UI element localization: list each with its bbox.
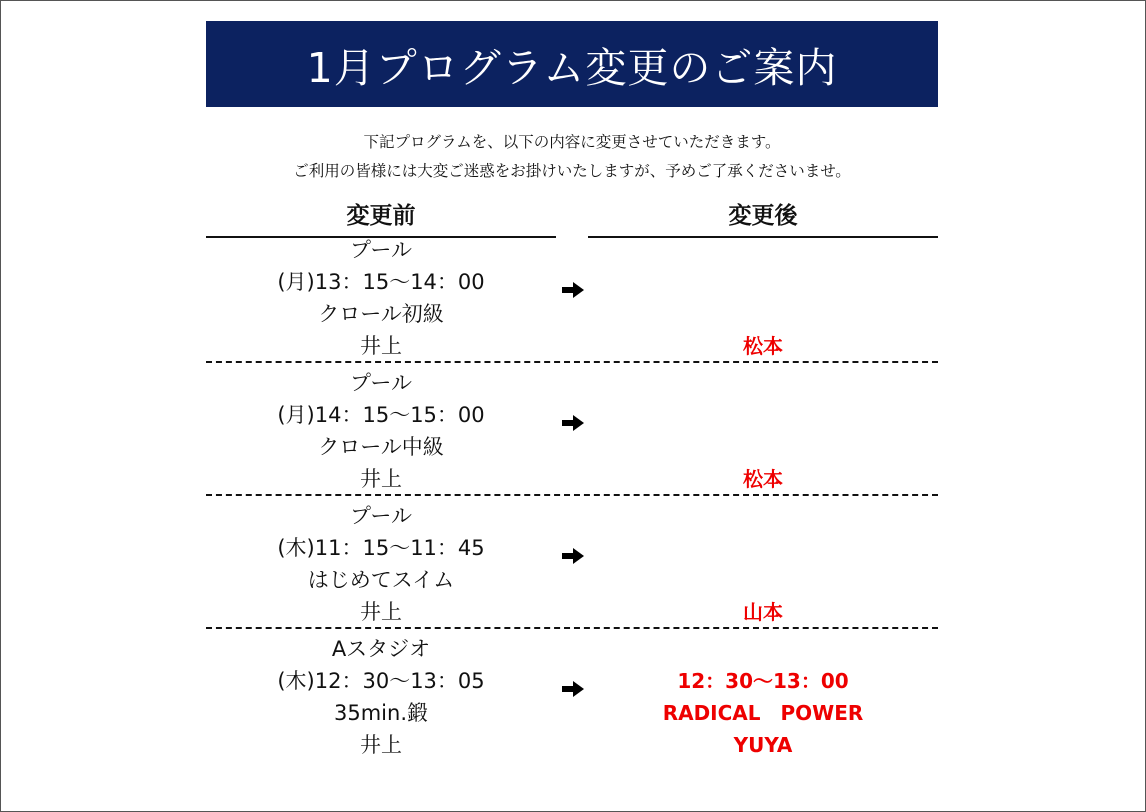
change-row [206,500,938,632]
change-row [206,633,938,765]
program-label: クロール初級 [318,302,444,326]
after-instructor: 山本 [743,600,783,624]
program-label: はじめてスイム [307,568,455,592]
after-column-header: 変更後 [728,203,798,229]
arrow-right-icon [561,547,585,565]
page-title: 1月プログラム変更のご案内 [206,21,938,107]
before-column-header: 変更前 [346,203,416,229]
venue-label: Aスタジオ [331,637,431,661]
change-row [206,367,938,499]
program-label: 35min.鍛 [334,701,428,725]
after-line-2 [588,532,938,564]
after-schedule [588,234,938,362]
venue-label: プール [350,371,412,395]
after-instructor: 松本 [743,467,783,491]
instructor-label: 井上 [360,334,402,358]
after-schedule [588,367,938,495]
venue-label: プール [350,504,412,528]
after-schedule [588,500,938,628]
row-divider [206,627,938,629]
after-new-time: 12：30〜13：00 [677,669,849,693]
after-line-3 [588,431,938,463]
time-label: (木)12：30〜13：05 [277,669,485,693]
intro-line-1: 下記プログラムを、以下の内容に変更させていただきます。 [363,133,781,151]
after-line-1 [588,500,938,532]
before-schedule [206,500,556,628]
arrow-right-icon [561,680,585,698]
before-schedule [206,367,556,495]
before-schedule [206,234,556,362]
after-line-1 [588,234,938,266]
row-divider [206,361,938,363]
after-line-2 [588,266,938,298]
after-new-program: RADICAL POWER [662,701,864,725]
time-label: (月)13：15〜14：00 [277,270,485,294]
before-schedule [206,633,556,761]
instructor-label: 井上 [360,600,402,624]
program-label: クロール中級 [318,435,444,459]
after-line-1 [588,367,938,399]
row-divider [206,494,938,496]
after-instructor: YUYA [733,733,793,757]
instructor-label: 井上 [360,467,402,491]
arrow-right-icon [561,281,585,299]
arrow-right-icon [561,414,585,432]
after-schedule [588,633,938,761]
intro-line-2: ご利用の皆様には大変ご迷惑をお掛けいたしますが、予めご了承くださいませ。 [293,162,851,180]
after-line-1 [588,633,938,665]
after-line-3 [588,564,938,596]
after-instructor: 松本 [743,334,783,358]
after-line-2 [588,399,938,431]
venue-label: プール [350,238,412,262]
time-label: (木)11：15〜11：45 [277,536,485,560]
change-row [206,234,938,366]
time-label: (月)14：15〜15：00 [277,403,485,427]
instructor-label: 井上 [360,733,402,757]
after-line-3 [588,298,938,330]
